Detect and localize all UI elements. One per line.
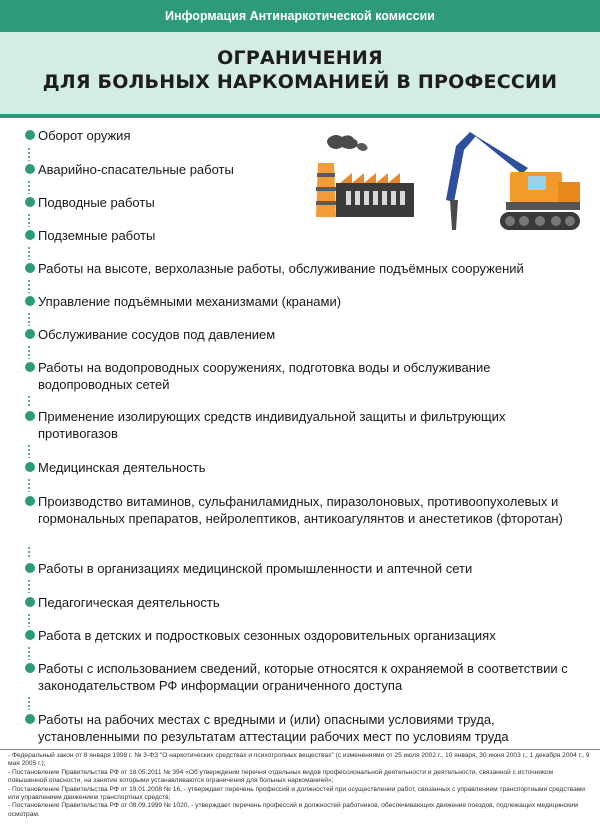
list-item: Подводные работы [24, 194, 584, 211]
list-item: Педагогическая деятельность [24, 594, 584, 611]
bullet-icon [25, 630, 35, 640]
dotted-divider [28, 213, 30, 227]
dotted-divider [28, 345, 30, 359]
dotted-divider [28, 312, 30, 326]
title-separator [0, 114, 600, 118]
bullet-icon [25, 130, 35, 140]
bullet-icon [25, 230, 35, 240]
bullet-icon [25, 714, 35, 724]
bullet-icon [25, 362, 35, 372]
list-item: Работы с использованием сведений, которые относятся к охраняемой в соответствии с законодательством РФ информации ограниченного доступа [24, 660, 584, 694]
list-item: Работы на высоте, верхолазные работы, обслуживание подъёмных сооружений [24, 260, 584, 277]
bullet-icon [25, 496, 35, 506]
footnote: - Постановление Правительства РФ от 08.09.1999 № 1020, - утверждает перечень профессий и должностей работников, обеспечивающих движение поездов, подлежащих медицинским осмотрам. [8, 802, 579, 818]
title-box [0, 32, 600, 114]
dotted-divider [28, 546, 30, 559]
page-title-line-1: ОГРАНИЧЕНИЯ [217, 47, 383, 69]
footnote-divider [0, 749, 600, 750]
dotted-divider [28, 613, 30, 627]
list-item: Работа в детских и подростковых сезонных оздоровительных организациях [24, 627, 584, 644]
commission-banner [0, 0, 600, 32]
list-item: Работы в организациях медицинской промышленности и аптечной сети [24, 560, 584, 577]
dotted-divider [28, 696, 30, 710]
dotted-divider [28, 444, 30, 458]
bullet-icon [25, 164, 35, 174]
list-item: Применение изолирующих средств индивидуальной защиты и фильтрующих противогазов [24, 408, 584, 442]
dotted-divider [28, 180, 30, 194]
bullet-icon [25, 597, 35, 607]
footnote: - Постановление Правительства РФ от 18.05.2011 № 394 «Об утверждении перечня отдельных видов профессиональной деятельности и деятельности, связанной с источником повышенной опасности, на занятие которыми устанавливаются ограничения для больных наркоманией»; [8, 768, 554, 785]
footnotes [8, 752, 594, 819]
dotted-divider [28, 478, 30, 492]
dotted-divider [28, 246, 30, 260]
list-item: Управление подъёмными механизмами (кранами) [24, 293, 584, 310]
footnote: - Федеральный закон от 8 января 1998 г. № 3-ФЗ "О наркотических средствах и психотропных веществах" (с изменениями от 25 июля 2002 г., 10 января, 30 июня 2003 г., 1 декабря 2004 г., 9 мая 2005 г.); [8, 752, 590, 768]
list-item: Оборот оружия [24, 127, 584, 144]
list-item: Работы на водопроводных сооружениях, подготовка воды и обслуживание водопроводных сетей [24, 359, 584, 393]
dotted-divider [28, 395, 30, 407]
bullet-icon [25, 411, 35, 421]
list-item: Работы на рабочих местах с вредными и (или) опасными условиями труда, установленными по результатам аттестации рабочих мест по условиям труда [24, 711, 584, 745]
dotted-divider [28, 579, 30, 593]
list-item: Медицинская деятельность [24, 459, 584, 476]
bullet-icon [25, 197, 35, 207]
bullet-icon [25, 296, 35, 306]
commission-label: Информация Антинаркотической комиссии [165, 9, 435, 23]
list-item: Производство витаминов, сульфаниламидных, пиразолоновых, противоопухолевых и гормональных препаратов, нейролептиков, антикоагулянтов и анестетиков (фторотан) [24, 493, 584, 527]
bullet-icon [25, 663, 35, 673]
page-title-line-2: ДЛЯ БОЛЬНЫХ НАРКОМАНИЕЙ В ПРОФЕССИИ [42, 71, 558, 93]
bullet-icon [25, 263, 35, 273]
list-item: Подземные работы [24, 227, 584, 244]
bullet-icon [25, 329, 35, 339]
bullet-icon [25, 563, 35, 573]
list-item: Обслуживание сосудов под давлением [24, 326, 584, 343]
excavator-illustration-icon [436, 128, 582, 238]
dotted-divider [28, 646, 30, 660]
bullet-icon [25, 462, 35, 472]
footnote: - Постановление Правительства РФ от 19.01.2008 № 16, - утверждает перечень профессий и должностей при осуществлении работ, связанных с управлением транспортными средствами или управлением движением транспортных средств; [8, 785, 585, 802]
dotted-divider [28, 279, 30, 293]
dotted-divider [28, 147, 30, 161]
list-item: Аварийно-спасательные работы [24, 161, 584, 178]
